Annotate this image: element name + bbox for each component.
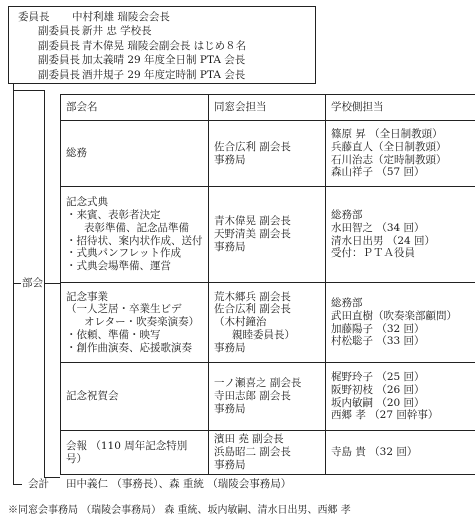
cell-line: 親睦委員長） — [232, 328, 295, 341]
table-header-row — [61, 95, 475, 121]
cell-line: 号） — [66, 452, 87, 465]
school-cell — [326, 121, 475, 187]
committee-bracket-line — [44, 90, 45, 477]
cell-line: 村松聡子 （33 回） — [331, 335, 425, 348]
officer-text: 酒井規子 29 年度定時制 PTA 会長 — [82, 68, 246, 81]
cell-line: 浜島昭二 副会長 — [214, 446, 291, 459]
table-row — [61, 431, 475, 475]
committee-name-cell — [61, 187, 209, 283]
cell-line: オレター・吹奏楽演奏） — [84, 316, 200, 329]
cell-line: 会報 （110 周年記念特別 — [66, 439, 188, 452]
cell-line: 清水日出男 （24 回） — [331, 234, 436, 247]
officer-text: 青木偉晃 瑞陵会副会長 はじめ８名 — [82, 39, 247, 52]
cell-line: 表彰準備、記念品準備 — [84, 221, 189, 234]
tree-branch-line — [13, 283, 21, 284]
cell-line: 濱田 堯 副会長 — [214, 433, 284, 446]
header-cell: 同窓会担当 — [209, 95, 326, 121]
cell-line: ・式典パンフレット作成 — [66, 247, 181, 260]
table-row — [61, 121, 475, 187]
cell-line: 事務局 — [214, 341, 246, 354]
cell-line: ・招待状、案内状作成、送付 — [66, 234, 203, 247]
cell-line: （木村鐘治 — [214, 316, 267, 329]
school-cell — [326, 431, 475, 475]
alumni-cell — [209, 187, 326, 283]
accounting-text: 田中義仁 （事務長）、森 重統 （瑞陵会事務局） — [66, 478, 292, 490]
cell-line: 佐合広利 副会長 — [214, 140, 291, 153]
officer-row — [18, 54, 315, 68]
alumni-cell — [209, 283, 326, 363]
alumni-cell — [209, 431, 326, 475]
cell-line: 記念式典 — [66, 196, 108, 209]
officer-text: 中村利雄 瑞陵会会長 — [72, 11, 170, 23]
cell-line: 寺島 貴 （32 回） — [331, 446, 418, 459]
officer-row — [18, 25, 315, 39]
officer-text: 新井 忠 学校長 — [82, 25, 152, 38]
cell-line: 佐合広利 副会長 — [214, 303, 291, 316]
cell-line: ・依頼、準備・映写 — [66, 328, 161, 341]
cell-line: 水田智之 （34 回） — [331, 221, 425, 234]
cell-line: 加藤陽子 （32 回） — [331, 322, 425, 335]
officers-box — [8, 6, 316, 84]
officer-row — [18, 69, 315, 83]
alumni-cell — [209, 121, 326, 187]
table-row — [61, 363, 475, 431]
cell-line: 事務局 — [214, 240, 246, 253]
cell-line: 武田直樹（吹奏楽部顧問） — [331, 309, 457, 322]
cell-line: 荒木郷兵 副会長 — [214, 290, 291, 303]
officer-role: 副委員長 — [38, 39, 80, 52]
cell-line: 阪野初枝 （26 回） — [331, 383, 425, 396]
committee-name-cell — [61, 283, 209, 363]
school-cell — [326, 283, 475, 363]
cell-line: 寺田志郎 副会長 — [214, 390, 291, 403]
cell-line: ・来賓、表彰者決定 — [66, 208, 161, 221]
cell-line: 坂内敏嗣 （20 回） — [331, 396, 425, 409]
cell-line: 事務局 — [214, 402, 246, 415]
officer-text: 加太義晴 29 年度全日制 PTA 会長 — [82, 54, 246, 67]
officer-role: 委員長 — [18, 11, 50, 23]
cell-line: 兵藤直人（全日制教頭） — [331, 140, 447, 153]
committee-name-cell — [61, 363, 209, 431]
tree-vertical-line — [13, 84, 14, 484]
cell-line: 一ノ瀬喜之 副会長 — [214, 377, 302, 390]
table-row — [61, 187, 475, 283]
cell-line: 天野清美 副会長 — [214, 228, 291, 241]
cell-line: 森山祥子 （57 回） — [331, 166, 425, 179]
accounting-label: 会計 — [28, 478, 49, 490]
cell-line: 総務部 — [331, 296, 363, 309]
cell-line: 総務 — [66, 147, 87, 160]
committee-table — [60, 94, 475, 475]
committee-name-cell — [61, 121, 209, 187]
table-row — [61, 283, 475, 363]
tree-branch-line — [44, 283, 60, 284]
cell-line: 記念祝賀会 — [66, 390, 119, 403]
cell-line: ・創作曲演奏、応援歌演奏 — [66, 341, 192, 354]
header-cell: 学校側担当 — [326, 95, 475, 121]
cell-line: 受付：ＰＴＡ役員 — [331, 247, 415, 260]
cell-line: 記念事業 — [66, 290, 108, 303]
cell-line: 総務部 — [331, 208, 363, 221]
officer-row — [18, 11, 315, 25]
cell-line: 事務局 — [214, 458, 246, 471]
cell-line: 梶野玲子 （25 回） — [331, 370, 425, 383]
footer-note: ※同窓会事務局 （瑞陵会事務局） 森 重統、坂内敏嗣、清水日出男、西郷 孝 — [8, 505, 351, 516]
cell-line: 青木偉晃 副会長 — [214, 215, 291, 228]
alumni-cell — [209, 363, 326, 431]
officer-role: 副委員長 — [38, 25, 80, 38]
tree-branch-line — [13, 484, 22, 485]
school-cell — [326, 363, 475, 431]
cell-line: ・式典会場準備、運営 — [66, 260, 171, 273]
cell-line: 篠原 昇 （全日制教頭） — [331, 127, 443, 140]
officer-role: 副委員長 — [38, 68, 80, 81]
officer-row — [18, 40, 315, 54]
section-label: 部会 — [22, 277, 43, 289]
cell-line: 西郷 孝 （27 回幹事） — [331, 409, 439, 422]
tree-branch-line — [13, 90, 45, 91]
cell-line: 事務局 — [214, 153, 246, 166]
header-cell: 部会名 — [61, 95, 209, 121]
committee-name-cell — [61, 431, 209, 475]
officer-role: 副委員長 — [38, 54, 80, 67]
cell-line: 石川治志（定時制教頭） — [331, 153, 447, 166]
school-cell — [326, 187, 475, 283]
cell-line: （一人芝居・卒業生ビデ — [66, 303, 182, 316]
